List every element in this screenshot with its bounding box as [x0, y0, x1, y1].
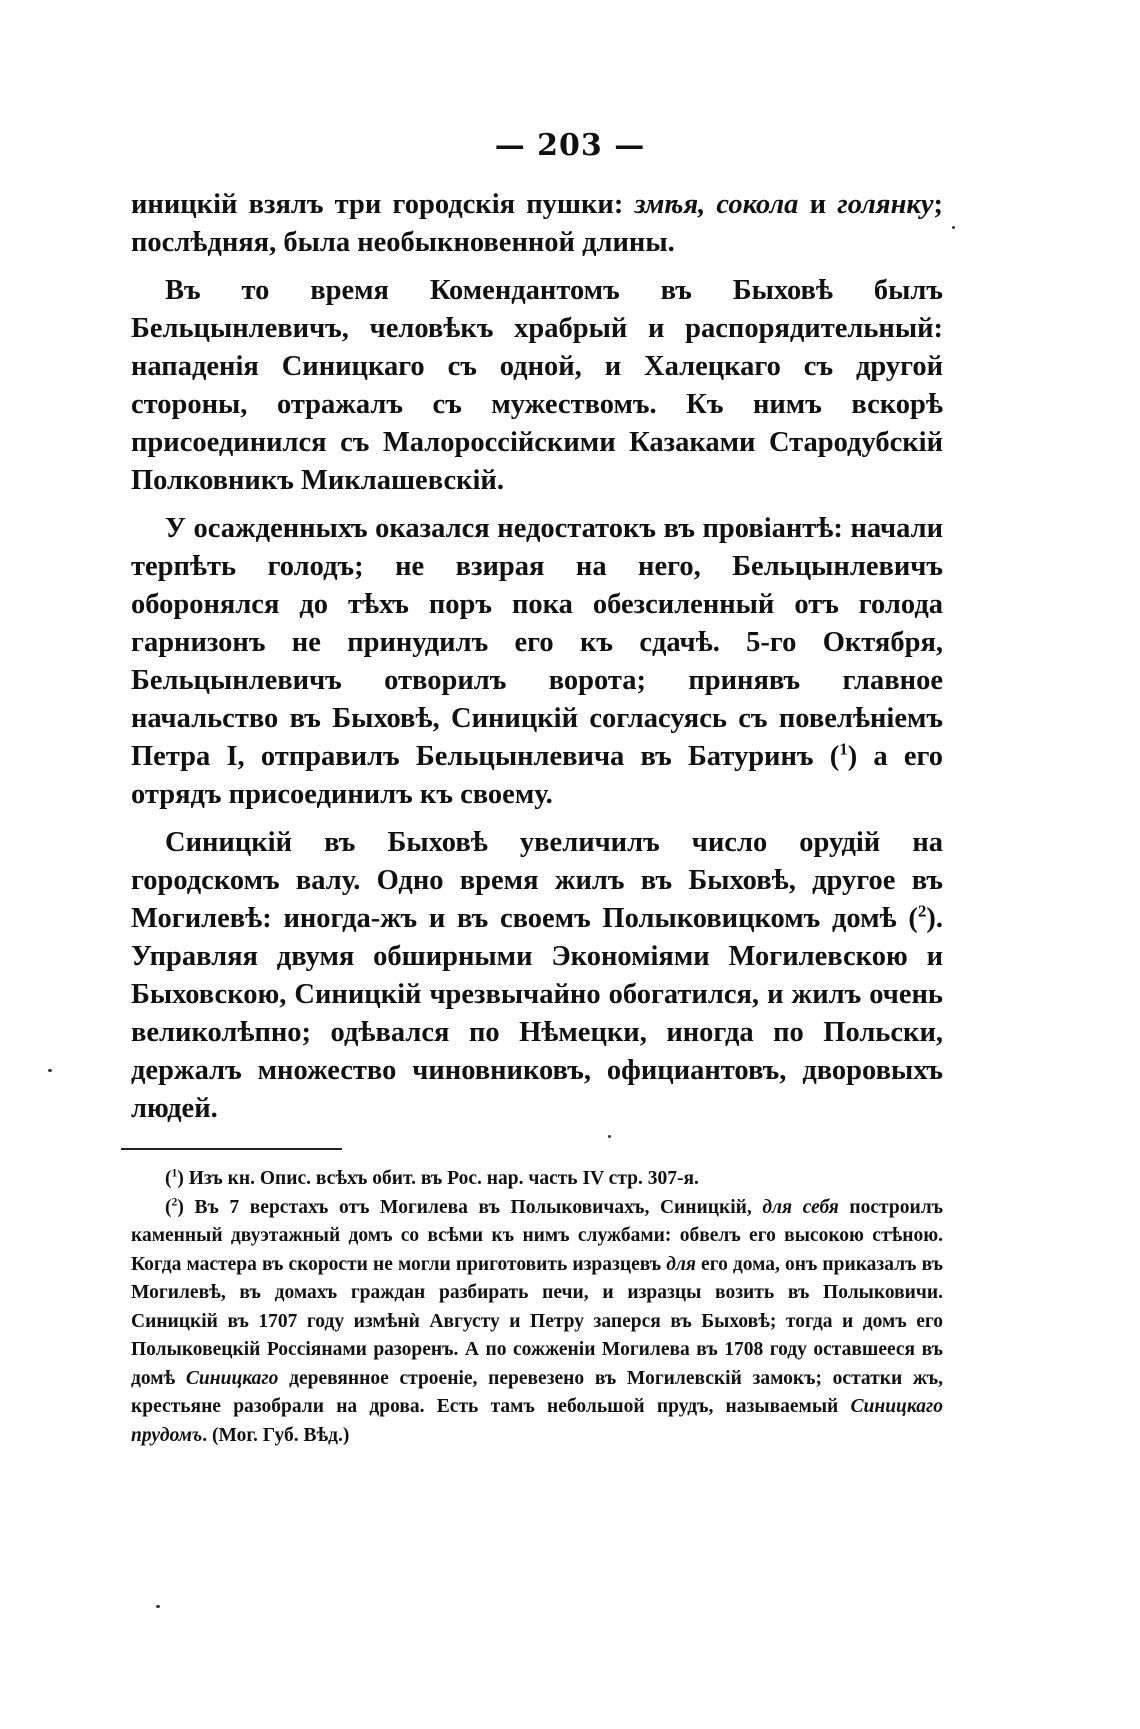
scan-speck: [608, 1135, 611, 1138]
fn2-text-e: его дома, онъ приказалъ въ Могилевѣ, въ домахъ граждан разбирать печи, и изразцы возить въ Полыковичи. Синицкій въ 1707 году измѣнѝ Августу и Петру заперся въ Быховѣ; тогда и домъ его Полыковецкій Россіянами разоренъ. А по сожженіи Могилева въ 1708 году оставшееся въ домѣ: [131, 1253, 943, 1389]
p1-text-a: иницкій взялъ три городскія пушки:: [131, 189, 635, 220]
fn2-text-i: . (Мог. Губ. Вѣд.): [202, 1424, 350, 1446]
paragraph-2: Въ то время Комендантомъ въ Быховѣ былъ Бельцынлевичъ, человѣкъ храбрый и распорядительный: нападенія Синицкаго съ одной, и Халецкаго съ другой стороны, отражалъ съ мужествомъ. Къ нимъ вскорѣ присоединился съ Малороссійскими Казаками Стародубскій Полковникъ Миклашевскій.: [131, 275, 943, 496]
paragraph-4: [131, 824, 943, 1128]
scan-speck: [952, 226, 955, 229]
p3-text-b: ) а его отрядъ присоединилъ къ своему.: [131, 741, 943, 810]
fn2-italic-b: для себя: [762, 1196, 839, 1218]
p4-text-a: Синицкій въ Быховѣ увеличилъ число орудій на городскомъ валу. Одно время жилъ въ Быховѣ, другое въ Могилевѣ: иногда-жъ и въ своемъ Полыковицкомъ домѣ (: [131, 827, 943, 934]
footnote-1-marker: 1: [171, 1166, 178, 1180]
fn2-italic-h: Синицкаго прудомъ: [131, 1396, 943, 1446]
fn2-italic-d: для: [666, 1253, 696, 1275]
p3-text-a: У осажденныхъ оказался недостатокъ въ провіантѣ: начали терпѣть голодъ; не взирая на него, Бельцынлевичъ оборонялся до тѣхъ поръ пока обезсиленный отъ голода гарнизонъ не принудилъ его къ сдачѣ. 5-го Октября, Бельцынлевичъ отворилъ ворота; принявъ главное начальство въ Быховѣ, Синицкій согласуясь съ повелѣніемъ Петра I, отправилъ Бельцынлевича въ Батуринъ (: [131, 513, 943, 772]
scan-speck: [156, 1605, 160, 1608]
p1-italic-d: голянку: [837, 189, 934, 220]
p1-text-e: ; послѣдняя, была необыкновенной длины.: [131, 189, 943, 258]
page-number: — 203 —: [494, 128, 646, 163]
fn2-text-a: Въ 7 верстахъ отъ Могилева въ Полыковичахъ, Синицкій,: [183, 1196, 763, 1218]
main-text: [131, 186, 943, 1128]
footnote-2: ($^2$) Въ 7 верстахъ отъ Могилева въ Полыковичахъ, Синицкій, для себя построилъ каменный двуэтажный домъ со всѣми къ нимъ службами: обвелъ его высокою стѣною. Когда мастера въ скорости не могли приготовить изразцевъ для его дома, онъ приказалъ въ Могилевѣ, въ домахъ граждан разбирать печи, и изразцы возить въ Полыковичи. Синицкій въ 1707 году измѣнѝ Августу и Петру заперся въ Быховѣ; тогда и домъ его Полыковецкій Россіянами разоренъ. А по сожженіи Могилева въ 1708 году оставшееся въ домѣ Синицкаго деревянное строеніе, перевезено въ Могилевскій замокъ; остатки жъ, крестьяне разобрали на дрова. Есть тамъ небольшой прудъ, называемый Синицкаго прудомъ. (Мог. Губ. Вѣд.): [131, 1195, 943, 1446]
footnote-1-text: Изъ кн. Опис. всѣхъ обит. въ Рос. нар. часть IV стр. 307-я.: [183, 1168, 699, 1189]
paragraph-3: [131, 510, 943, 814]
fn2-text-g: деревянное строеніе, перевезено въ Могилевскій замокъ; остатки жъ, крестьяне разобрали на дрова. Есть тамъ небольшой прудъ, называемый: [131, 1367, 943, 1417]
p1-italic-b: змѣя, сокола: [634, 189, 799, 220]
scan-speck: [48, 1069, 52, 1072]
paragraph-1: [131, 186, 943, 262]
fn2-text-c: построилъ каменный двуэтажный домъ со всѣми къ нимъ службами: обвелъ его высокою стѣною. Когда мастера въ скорости не могли приготовить изразцевъ: [131, 1196, 943, 1275]
p1-text-c: и: [798, 189, 838, 220]
footnote-divider: [121, 1148, 342, 1150]
footnotes: [131, 1165, 943, 1450]
footnote-ref-1: 1: [839, 739, 848, 759]
footnote-ref-2: 2: [917, 901, 927, 921]
footnote-1: ($^1$) Изъ кн. Опис. всѣхъ обит. въ Рос. нар. часть IV стр. 307-я.: [165, 1166, 699, 1189]
fn2-italic-f: Синицкаго: [185, 1367, 279, 1389]
p4-text-b: ). Управляя двумя обширными Экономіями Могилевскою и Быховскою, Синицкій чрезвычайно обогатился, и жилъ очень великолѣпно; одѣвался по Нѣмецки, иногда по Польски, держалъ множество чиновниковъ, официантовъ, дворовыхъ людей.: [131, 903, 943, 1124]
footnote-2-marker: 2: [171, 1195, 178, 1208]
